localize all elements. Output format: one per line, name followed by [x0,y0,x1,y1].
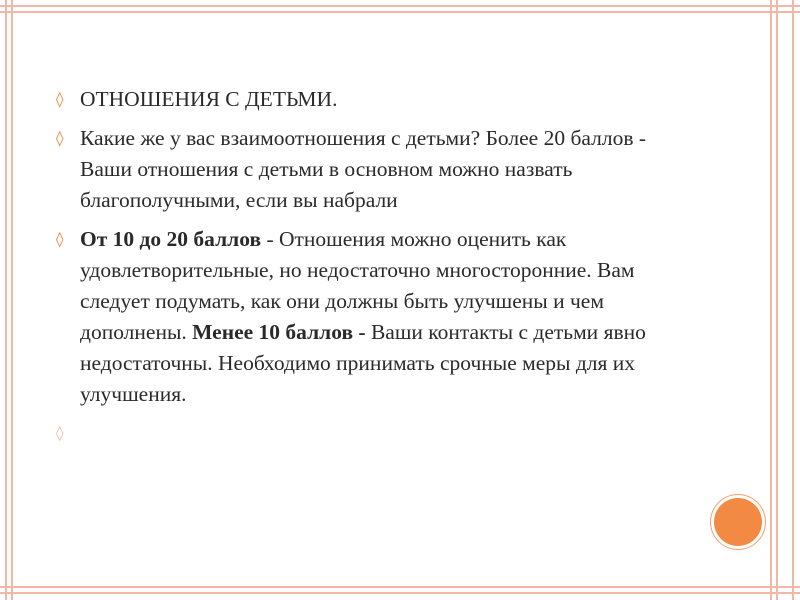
paragraph-10-to-20 [56,224,666,410]
slide-content [56,84,666,442]
bullet-icon: ◊ [56,129,64,147]
border-line-right-inner [770,0,772,600]
border-line-left-inner [11,0,13,600]
border-line-right-outer [792,0,794,600]
bullet-icon: ◊ [56,90,64,108]
bullet-icon: ◊ [56,230,64,248]
border-line-right-middle [776,0,778,600]
border-line-top-outer [0,5,800,7]
bullet-icon: ◊ [56,424,64,442]
decorative-orange-circle [714,498,762,546]
border-line-bottom-outer [0,592,800,594]
border-line-left-outer [5,0,7,600]
bold-range-10-20: От 10 до 20 баллов [80,227,262,251]
paragraph-title [56,84,666,115]
border-line-top-inner [0,11,800,13]
paragraph-text: Какие же у вас взаимоотношения с детьми? Более 20 баллов - Ваши отношения с детьми в основном можно назвать благополучными, если вы набрали [80,126,647,212]
paragraph-more-than-20 [56,123,666,216]
paragraph-text: Ваши контакты с детьми явно недостаточны. Необходимо принимать срочные меры для их улучшения. [80,320,646,406]
border-line-bottom-inner [0,586,800,588]
bold-range-less-10: Менее 10 баллов - [192,320,366,344]
paragraph-text: ОТНОШЕНИЯ С ДЕТЬМИ. [80,87,338,111]
paragraph-text: - Отношения можно оценить как удовлетворительные, но недостаточно многосторонние. Вам следует подумать, как они должны быть улучшены и чем дополнены. [80,227,635,344]
